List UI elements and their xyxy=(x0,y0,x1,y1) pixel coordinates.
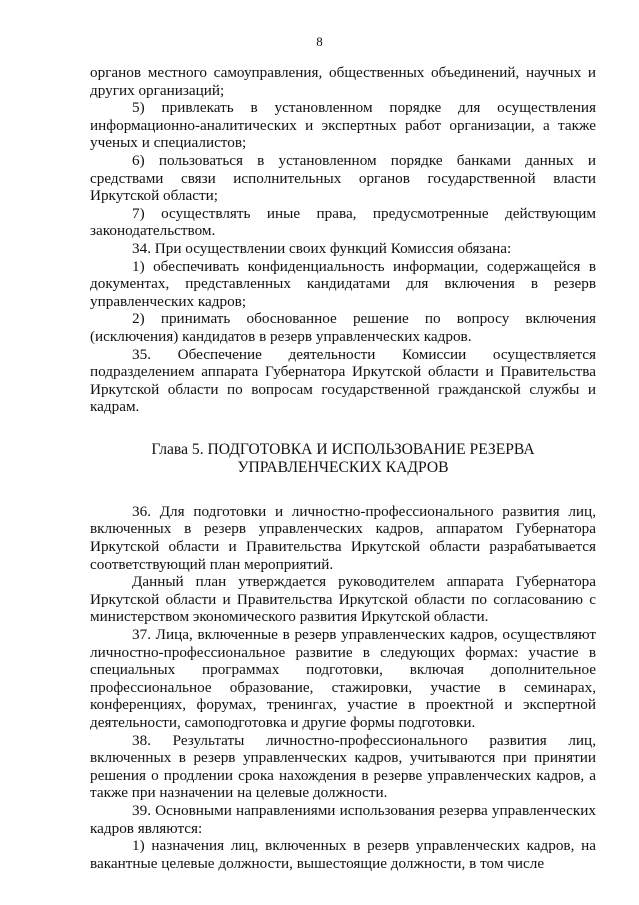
paragraph: 34. При осуществлении своих функций Комиссия обязана: xyxy=(132,239,512,257)
paragraph: 2) принимать обоснованное решение по вопросу включения (исключения) кандидатов в резерв управленческих кадров. xyxy=(90,310,596,345)
paragraph: органов местного самоуправления, общественных объединений, научных и других организаций; xyxy=(90,64,596,99)
document-body xyxy=(90,64,596,872)
paragraphs-after-chapter xyxy=(90,503,596,872)
chapter-heading-line-2: УПРАВЛЕНЧЕСКИХ КАДРОВ xyxy=(237,458,449,476)
paragraph: 1) назначения лиц, включенных в резерв управленческих кадров, на вакантные целевые должности, вышестоящие должности, в том числе xyxy=(90,837,596,872)
paragraph: 1) обеспечивать конфиденциальность информации, содержащейся в документах, представленных кандидатами для включения в резерв управленческих кадров; xyxy=(90,257,596,310)
paragraph: 5) привлекать в установленном порядке для осуществления информационно-аналитических и экспертных работ организации, а также ученых и специалистов; xyxy=(90,99,596,152)
paragraph: 38. Результаты личностно-профессионального развития лиц, включенных в резерв управленческих кадров, учитываются при принятии решения о продлении срока нахождения в резерве управленческих кадров, а также при назначении на целевые должности. xyxy=(90,731,596,802)
paragraph: 36. Для подготовки и личностно-профессионального развития лиц, включенных в резерв управленческих кадров, аппаратом Губернатора Иркутской области и Правительства Иркутской области разрабатывается соответствующий план мероприятий. xyxy=(90,502,596,573)
paragraph: 7) осуществлять иные права, предусмотренные действующим законодательством. xyxy=(90,204,596,240)
paragraph: 6) пользоваться в установленном порядке банками данных и средствами связи исполнительных органов государственной власти Иркутской области; xyxy=(90,151,596,205)
paragraphs-before-chapter xyxy=(90,64,596,416)
paragraph: Данный план утверждается руководителем аппарата Губернатора Иркутской области и Правительства Иркутской области по согласованию с министерством экономического развития Иркутской области. xyxy=(90,573,596,626)
paragraph: 35. Обеспечение деятельности Комиссии осуществляется подразделением аппарата Губернатора Иркутской области и Правительства Иркутской области по вопросам государственной гражданской службы и кадрам. xyxy=(90,345,596,416)
chapter-heading xyxy=(90,441,596,477)
chapter-heading-line-1: Глава 5. ПОДГОТОВКА И ИСПОЛЬЗОВАНИЕ РЕЗЕРВА xyxy=(151,440,535,458)
page-number: 8 xyxy=(316,34,323,49)
paragraph: 37. Лица, включенные в резерв управленческих кадров, осуществляют личностно-профессиональное развитие в следующих формах: участие в специальных программах подготовки, включая дополнительное профессиональное образование, стажировки, участие в семинарах, конференциях, форумах, тренингах, участие в проектной и экспертной деятельности, самоподготовка и другие формы подготовки. xyxy=(90,626,596,731)
paragraph: 39. Основными направлениями использования резерва управленческих кадров являются: xyxy=(90,801,596,837)
